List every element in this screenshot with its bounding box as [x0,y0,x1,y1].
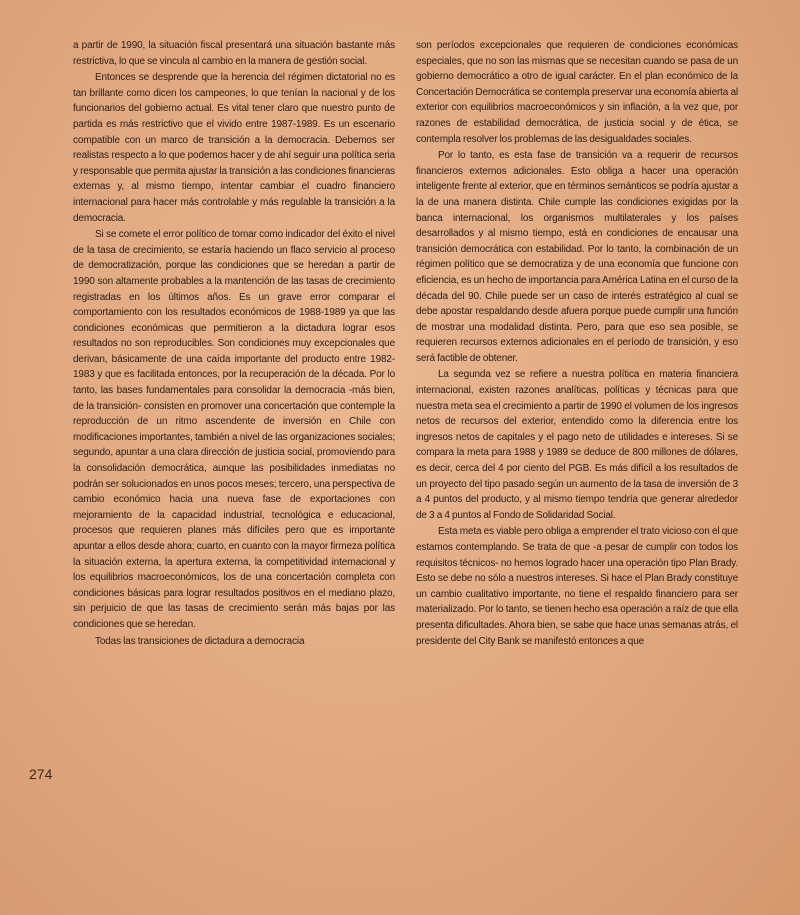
paragraph: son períodos excepcionales que requieren de condiciones económicas especiales, que no son las mismas que se necesitan cuando se pasa de un gobierno democrático a otro de igual carácter. En el plan económico de la Concertación Democrática se contempla preservar una economía abierta al exterior con equilibrios macroeconómicos y sin inflación, a la vez que, por razones de estabilidad democrática, de justicia social y de ética, se contempla resolver los problemas de las desigualdades sociales. [416,40,738,145]
paragraph: Todas las transiciones de dictadura a democracia [95,635,305,647]
text-column-right [416,38,738,649]
paragraph: Entonces se desprende que la herencia del régimen dictatorial no es tan brillante como dicen los campeones, lo que tenían la nacional y de los funcionarios del gobierno actual. Es vital tener claro que nuestro punto de partida es más restrictivo que el vivido entre 1987-1989. Es un escenario compatible con un marco de transición a la democracia. Debemos ser realistas respecto a lo que podemos hacer y de ahí seguir una política seria y responsable que permita ajustar la transición a las condiciones financieras externas y, al mismo tiempo, intentar cambiar el cuadro financiero internacional para hacer más controlable y más regulable la transición a la democracia. [73,72,395,224]
paragraph: La segunda vez se refiere a nuestra política en materia financiera internacional, existen razones analíticas, políticas y técnicas para que nuestra meta sea el crecimiento a partir de 1990 el volumen de los ingresos netos de recursos del exterior, entendido como la diferencia entre los ingresos netos de capitales y el pago neto de utilidades e intereses. Si se compara la meta para 1988 y 1989 se deduce de 800 millones de dólares, es decir, cerca del 4 por ciento del PGB. Es más difícil a los resultados de un proyecto del tipo pasado según un aumento de la tasa de inversión de 3 a 4 puntos del producto, y al mismo tiempo tendría que generar alrededor de 3 a 4 puntos al Fondo de Solidaridad Social. [416,369,738,521]
text-column-left [73,38,395,649]
page-number: 274 [29,766,53,782]
paragraph: Esta meta es viable pero obliga a emprender el trato vicioso con el que estamos contemplando. Se trata de que -a pesar de cumplir con todos los requisitos técnicos- no hemos logrado hacer una operación tipo Plan Brady. Esto se debe no sólo a nuestros intereses. Si hace el Plan Brady constituye un cambio cualitativo importante, no tiene el respaldo financiero para ser materializado. Por lo tanto, se tienen hecho esa operación a raíz de que ella presenta dificultades. Ahora bien, se sabe que hace unas semanas atrás, el presidente del City Bank se manifestó entonces a que [416,526,738,647]
paragraph: a partir de 1990, la situación fiscal presentará una situación bastante más restrictiva, lo que se vincula al cambio en la manera de gestión social. [73,40,395,67]
paragraph: Por lo tanto, es esta fase de transición va a requerir de recursos financieros externos adicionales. Esto obliga a hacer una operación inteligente frente al exterior, que en términos semánticos se podría ajustar a la de una manera distinta. Chile cumple las condiciones exigidas por la banca internacional, los organismos multilaterales y los países desarrollados y al mismo tiempo, está en condiciones de encausar una transición democrática con estabilidad. Por lo tanto, la combinación de un régimen político que se democratiza y de una economía que funcione con eficiencia, es un hecho de importancia para América Latina en el curso de la década del 90. Chile puede ser un caso de interés estratégico al cual se debe apostar respaldando desde afuera porque puede cumplir una función de mostrar una modalidad distinta. Pero, para que eso sea posible, se requieren recursos externos adicionales en el período de transición, y eso será factible de obtener. [416,150,738,364]
paragraph: Si se comete el error político de tomar como indicador del éxito el nivel de la tasa de crecimiento, se estaría haciendo un flaco servicio al proceso de democratización, porque las condiciones que se heredan a partir de 1990 son altamente probables a la mantención de las tasas de crecimiento registradas en los últimos años. Es un grave error comparar el comportamiento con los resultados económicos de 1988-1989 ya que las condiciones económicas que permitieron a la dictadura lograr esos resultados no son reproducibles. Son condiciones muy excepcionales que derivan, básicamente de una caída importante del producto entre 1982-1983 y que es facilitada entonces, por la recuperación de la década. Por lo tanto, las bases fundamentales para consolidar la democracia -más bien, de la transición- consisten en promover una concertación que contemple la reproducción de un ritmo ascendente de inversión en Chile con modificaciones importantes, también a nivel de las organizaciones sociales; segundo, apuntar a una clara dirección de justicia social, promoviendo para la consolidación democrática, aunque las posibilidades inmediatas no podrán ser solucionados en unos pocos meses; tercero, una perspectiva de cambio económico hacia una nueva fase de exportaciones con mejoramiento de la capacidad industrial, tecnológica e educacional, procesos que requieren planes más difíciles pero que es importante apuntar a ellos desde ahora; cuarto, en cuanto con la mayor firmeza política la situación externa, la apertura externa, la competitividad internacional y los equilibrios macroeconómicos, los de una concertación completa con condiciones básicas para lograr resultados positivos en el mediano plazo, sin perjuicio de que las tasas de crecimiento serán más bajas por las condiciones que se heredan. [73,229,395,630]
